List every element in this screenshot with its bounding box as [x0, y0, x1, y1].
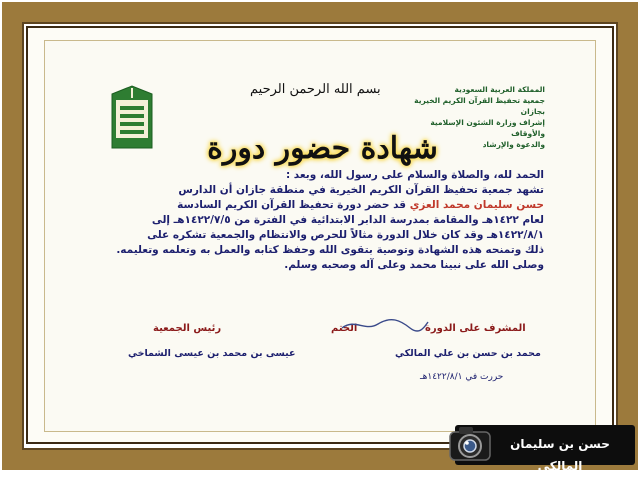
certificate-body	[94, 168, 544, 273]
stamp-title: الختم	[331, 323, 358, 334]
org-line: جمعية تحفيظ القرآن الكريم الخيرية بجازان	[414, 96, 545, 116]
supervisor-name: محمد بن حسن بن علي المالكي	[395, 348, 541, 359]
org-line: إشراف وزارة الشئون الإسلامية والأوقاف	[430, 118, 545, 138]
org-line: والدعوة والإرشاد	[482, 140, 545, 149]
signature-scribble	[340, 316, 430, 334]
body-line: الحمد لله، والصلاة والسلام على رسول الله، وبعد :	[285, 169, 544, 181]
president-name: عيسى بن محمد بن عيسى الشماخي	[128, 348, 296, 359]
body-line: لعام ١٤٢٢هـ والمقامة بمدرسة الدابر الابتدائية في الفترة من ١٤٢٢/٧/٥هـ إلى	[151, 214, 544, 226]
org-line: المملكة العربية السعودية	[454, 85, 545, 94]
issue-date: حررت في ١٤٢٢/٨/١هـ	[420, 372, 504, 382]
body-line: وصلى الله على نبينا محمد وعلى آله وصحبه وسلم.	[284, 259, 544, 271]
body-line: قد حضر دورة تحفيظ القرآن الكريم السادسة	[177, 199, 407, 211]
student-name: حسن سليمان محمد العزي	[409, 199, 544, 211]
president-title: رئيس الجمعية	[153, 323, 222, 334]
watermark-label: حسن بن سليمان المالكي	[510, 437, 610, 473]
body-line-with-name	[94, 198, 544, 213]
supervisor-title: المشرف على الدورة	[425, 323, 526, 334]
body-line: ١٤٢٢/٨/١هـ وقد كان خلال الدورة مثالاً للحرص والانتظام والجمعية تشكره على	[147, 229, 544, 241]
body-line: ذلك وتمنحه هذه الشهادة وتوصية بتقوى الله وحفظ كتابه والعمل به وتعلمه وتعليمه.	[116, 244, 544, 256]
ministry-logo	[108, 84, 156, 158]
camera-icon	[447, 422, 493, 468]
certificate-title: شهادة حضور دورة	[207, 131, 438, 166]
bismillah: بسم الله الرحمن الرحيم	[250, 82, 381, 97]
body-line: تشهد جمعية تحفيظ القرآن الكريم الخيرية في منطقة جازان أن الدارس	[178, 184, 544, 196]
